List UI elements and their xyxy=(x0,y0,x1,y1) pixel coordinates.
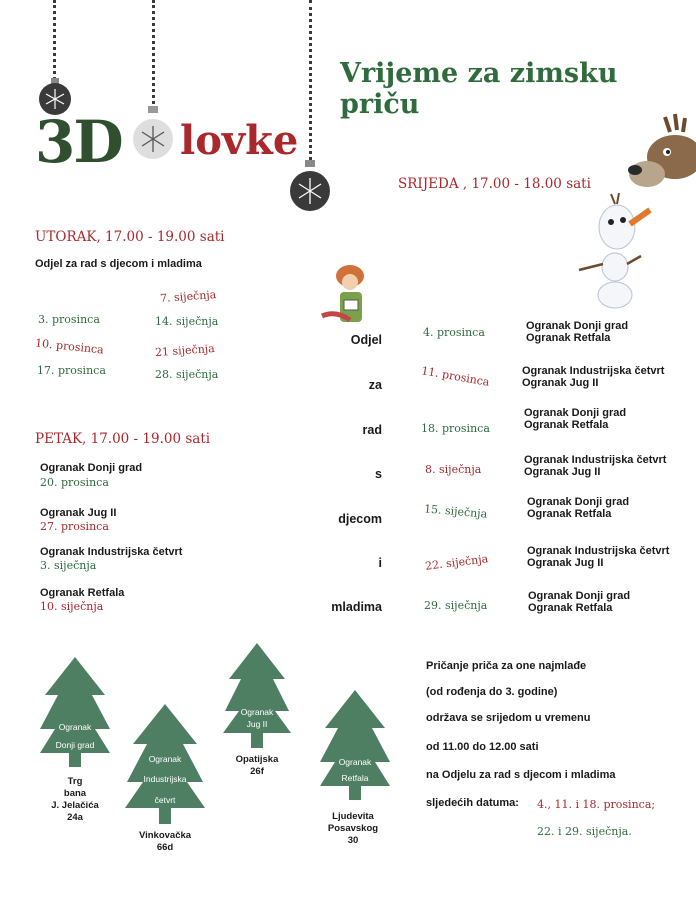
tree-address: 66d xyxy=(156,842,174,853)
petak-date: 20. prosinca xyxy=(40,476,109,489)
tree-label: Ogranak xyxy=(338,757,372,767)
srijeda-date: 15. siječnja xyxy=(423,502,488,521)
info-dates: 4., 11. i 18. prosinca; xyxy=(537,798,656,811)
ornament-string xyxy=(53,0,56,80)
srijeda-branch: Ogranak Donji grad xyxy=(527,496,630,508)
petak-date: 27. prosinca xyxy=(40,520,109,533)
srijeda-branch: Ogranak Retfala xyxy=(528,602,613,614)
info-line: od 11.00 do 12.00 sati xyxy=(426,741,539,753)
srijeda-date: 4. prosinca xyxy=(423,326,485,339)
srijeda-branch: Ogranak Retfala xyxy=(524,419,609,431)
tree-label: Industrijska xyxy=(143,774,187,784)
tree-label: Ogranak xyxy=(240,707,274,717)
srijeda-date: 18. prosinca xyxy=(421,422,490,435)
petak-branch: Ogranak Retfala xyxy=(40,587,125,599)
srijeda-branch: Ogranak Donji grad xyxy=(528,590,631,602)
ornament-string xyxy=(152,0,155,104)
info-line: održava se srijedom u vremenu xyxy=(426,712,591,724)
tree-address: J. Jelačića xyxy=(51,800,99,811)
vertical-word: za xyxy=(368,378,382,392)
info-dates: 22. i 29. siječnja. xyxy=(537,825,632,838)
vertical-word: rad xyxy=(362,423,382,437)
utorak-heading: UTORAK, 17.00 - 19.00 sati xyxy=(35,229,225,245)
vertical-word: i xyxy=(378,556,382,570)
tree-icon xyxy=(223,643,291,748)
info-line: sljedećih datuma: xyxy=(426,797,519,809)
tree-address: Posavskog xyxy=(327,823,379,834)
info-line: na Odjelu za rad s djecom i mladima xyxy=(426,769,616,781)
ornament-logo-icon xyxy=(133,104,173,162)
srijeda-branch: Ogranak Industrijska četvrt xyxy=(527,545,670,557)
srijeda-date: 8. siječnja xyxy=(425,463,482,476)
reindeer-icon xyxy=(625,112,696,202)
tree-address: Opatijska xyxy=(235,754,279,765)
utorak-date: 10. prosinca xyxy=(34,336,105,357)
srijeda-date: 29. siječnja xyxy=(424,599,488,612)
utorak-date: 21 siječnja xyxy=(154,341,216,360)
srijeda-branch: Ogranak Retfala xyxy=(527,508,612,520)
vertical-word: djecom xyxy=(338,512,382,526)
tree-address: bana xyxy=(63,788,87,799)
tree-address: 24a xyxy=(67,812,83,823)
tree-address: Vinkovačka xyxy=(138,830,192,841)
utorak-subtitle: Odjel za rad s djecom i mladima xyxy=(35,258,202,270)
srijeda-branch: Ogranak Donji grad xyxy=(524,407,627,419)
srijeda-branch: Ogranak Industrijska četvrt xyxy=(524,454,667,466)
info-line: Pričanje priča za one najmlađe xyxy=(426,660,587,672)
tree-label: Ogranak xyxy=(58,722,92,732)
petak-date: 10. siječnja xyxy=(40,600,104,613)
tree-label: Jug II xyxy=(246,719,268,729)
tree-label: Donji grad xyxy=(55,740,95,750)
tree-address: Trg xyxy=(67,776,83,787)
tree-label: Retfala xyxy=(341,773,369,783)
srijeda-branch: Ogranak Jug II xyxy=(524,466,601,478)
tree-address: 30 xyxy=(347,835,359,846)
page-title: Vrijeme za zimsku priču xyxy=(340,58,618,120)
petak-branch: Ogranak Jug II xyxy=(40,507,117,519)
girl-reading-icon xyxy=(316,264,380,330)
vertical-word: Odjel xyxy=(350,333,382,347)
vertical-word: mladima xyxy=(331,600,382,614)
srijeda-branch: Ogranak Industrijska četvrt xyxy=(522,365,665,377)
logo-3d: 3D xyxy=(35,108,122,176)
info-line: (od rođenja do 3. godine) xyxy=(426,686,558,698)
utorak-date: 3. prosinca xyxy=(38,313,100,326)
petak-branch: Ogranak Donji grad xyxy=(40,462,143,474)
ornament-right-icon xyxy=(290,158,330,214)
snowman-icon xyxy=(575,192,655,312)
logo-lovke: lovke xyxy=(180,117,299,164)
petak-branch: Ogranak Industrijska četvrt xyxy=(40,546,183,558)
vertical-word: s xyxy=(375,467,382,481)
utorak-date: 14. siječnja xyxy=(155,315,219,328)
srijeda-branch: Ogranak Jug II xyxy=(522,377,599,389)
srijeda-branch: Ogranak Retfala xyxy=(526,332,611,344)
tree-label: četvrt xyxy=(154,795,176,805)
utorak-date: 17. prosinca xyxy=(37,364,106,377)
petak-date: 3. siječnja xyxy=(40,559,97,572)
srijeda-heading: SRIJEDA , 17.00 - 18.00 sati xyxy=(398,176,591,192)
ornament-string xyxy=(309,0,312,160)
srijeda-branch: Ogranak Jug II xyxy=(527,557,604,569)
utorak-date: 7. siječnja xyxy=(159,288,217,305)
petak-heading: PETAK, 17.00 - 19.00 sati xyxy=(35,431,211,447)
tree-address: Ljudevita xyxy=(332,811,374,822)
srijeda-date: 22. siječnja xyxy=(424,552,489,573)
utorak-date: 28. siječnja xyxy=(155,368,219,381)
tree-address: 26f xyxy=(250,766,264,777)
srijeda-branch: Ogranak Donji grad xyxy=(526,320,629,332)
tree-label: Ogranak xyxy=(148,754,182,764)
srijeda-date: 11. prosinca xyxy=(420,364,491,389)
